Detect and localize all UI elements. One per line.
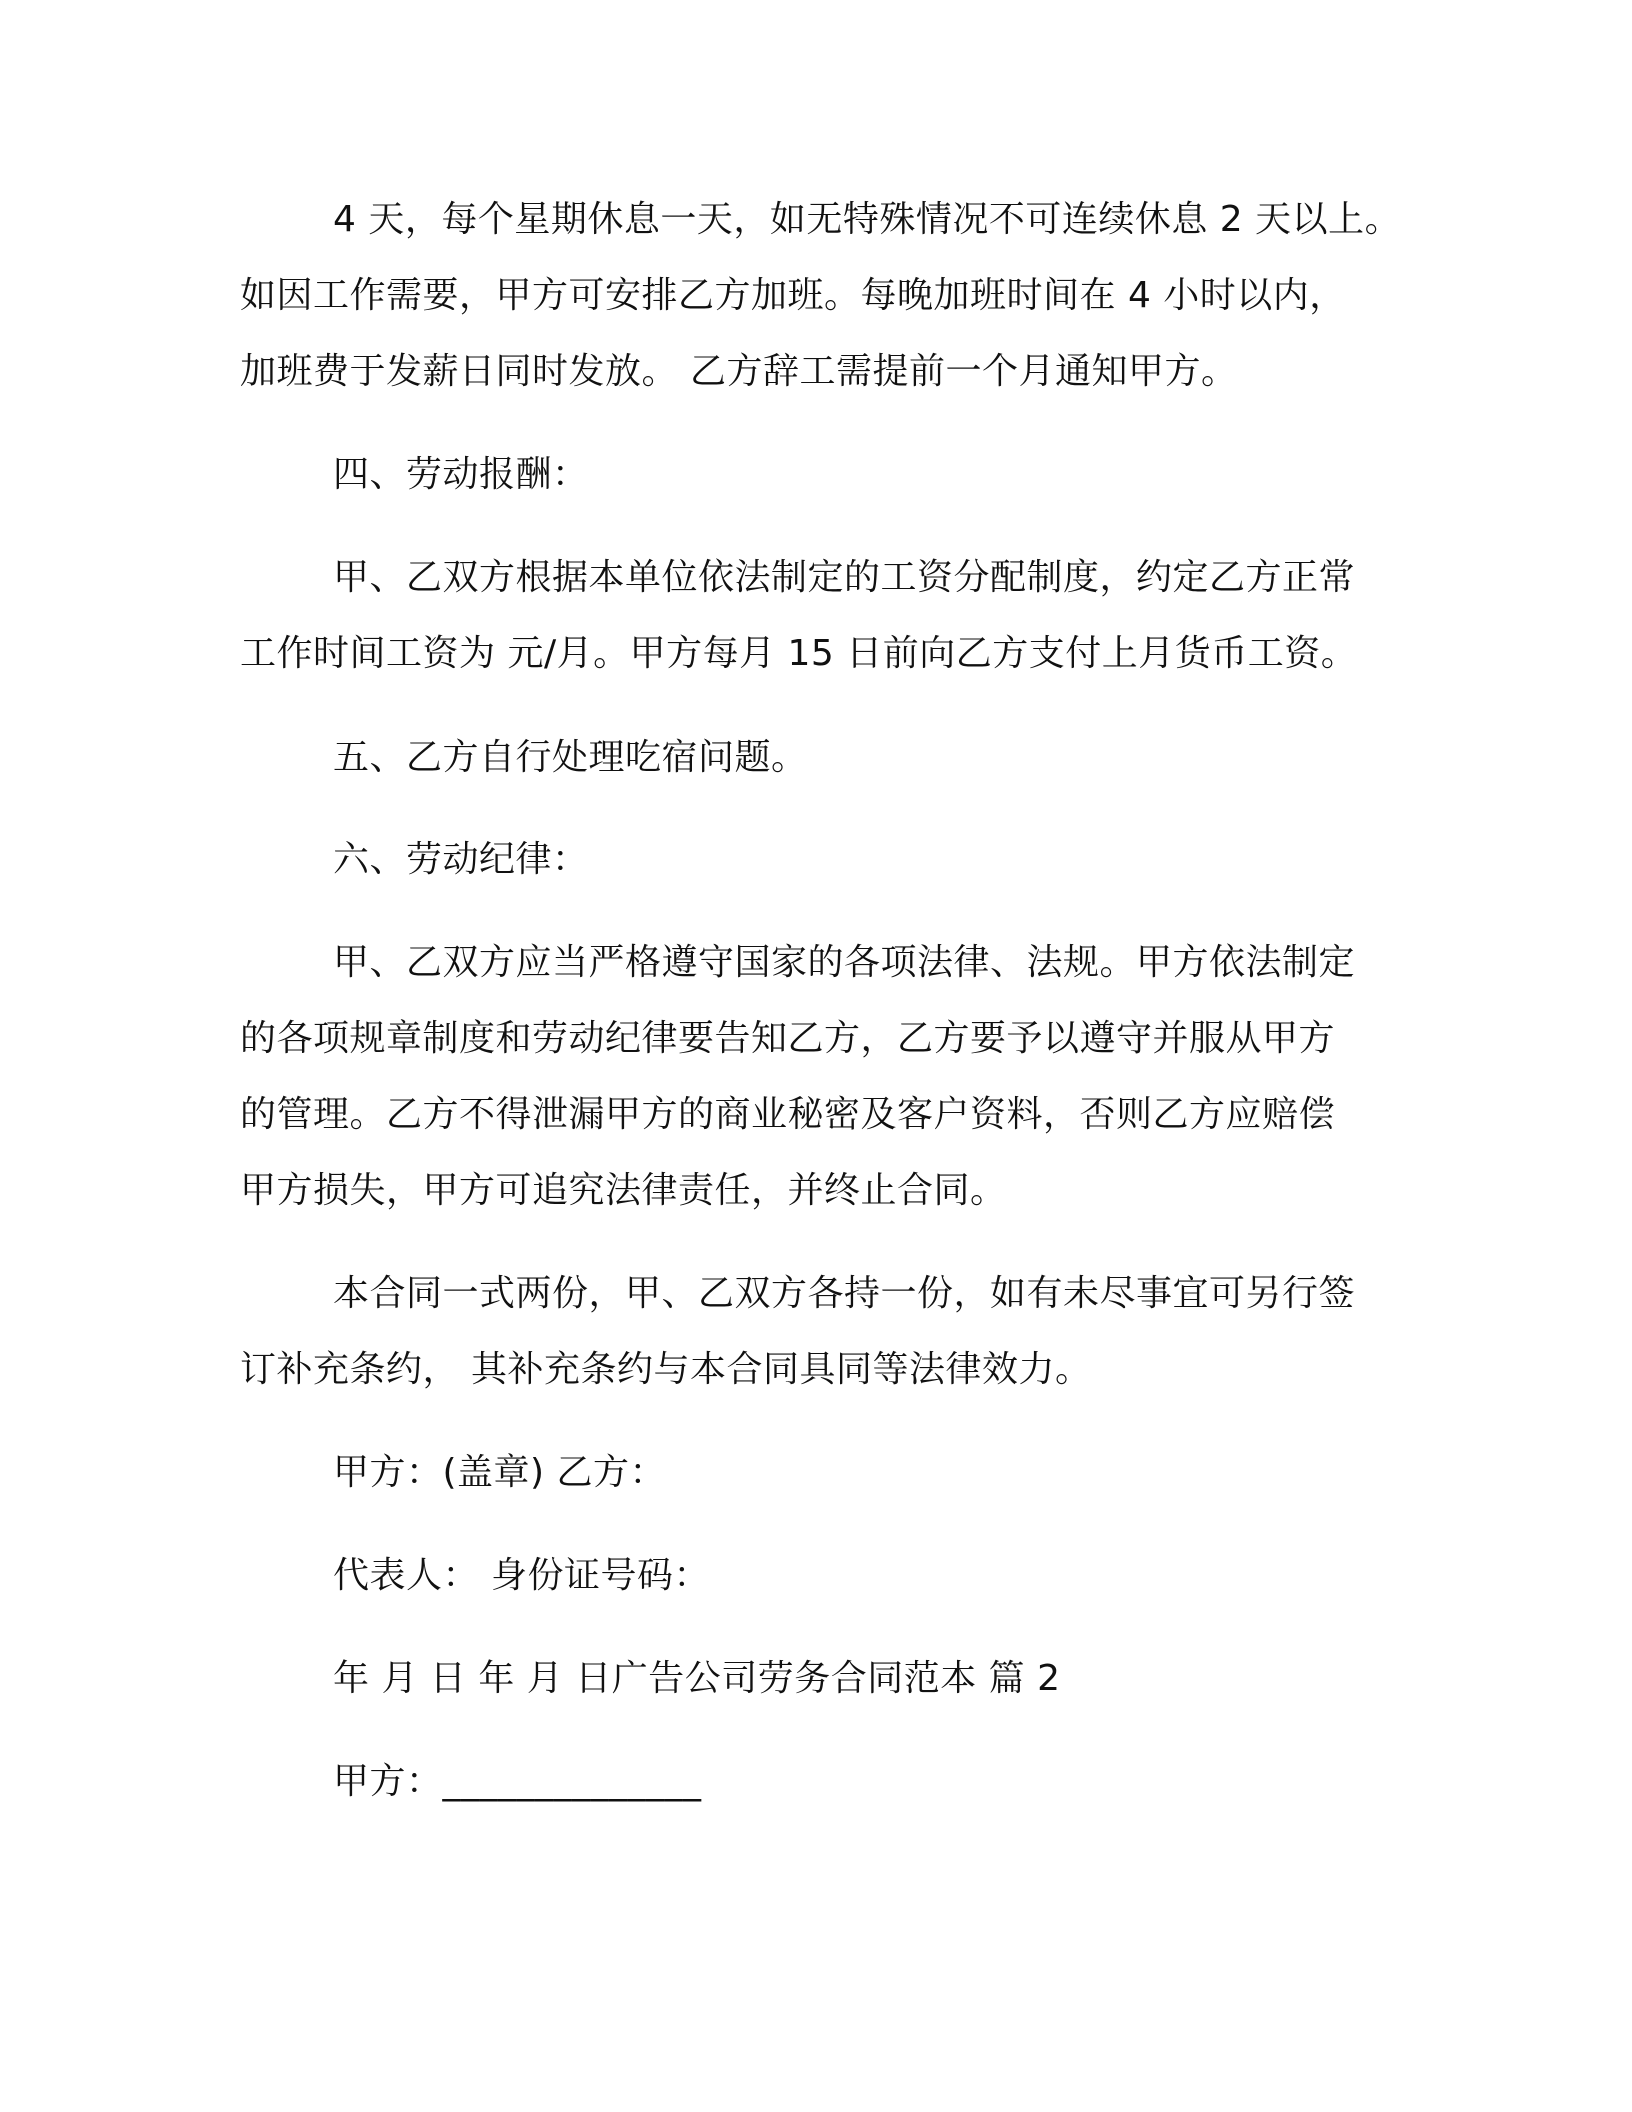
paragraph-line: 甲、乙双方应当严格遵守国家的各项法律、法规。甲方依法制定 bbox=[333, 942, 1356, 983]
paragraph-line: 甲、乙双方根据本单位依法制定的工资分配制度，约定乙方正常 bbox=[333, 557, 1356, 598]
paragraph-line: 加班费于发薪日同时发放。 乙方辞工需提前一个月通知甲方。 bbox=[240, 351, 1238, 392]
party-a-blank: 甲方：______________ bbox=[333, 1761, 702, 1802]
signature-parties: 甲方：(盖章) 乙方： bbox=[333, 1452, 667, 1493]
section-heading: 五、乙方自行处理吃宿问题。 bbox=[333, 737, 808, 778]
paragraph-line: 如因工作需要，甲方可安排乙方加班。每晚加班时间在 4 小时以内， bbox=[240, 275, 1346, 316]
signature-representative: 代表人： 身份证号码： bbox=[333, 1555, 710, 1596]
paragraph-line: 甲方损失，甲方可追究法律责任，并终止合同。 bbox=[240, 1170, 1007, 1211]
date-and-next-title: 年 月 日 年 月 日广告公司劳务合同范本 篇 2 bbox=[333, 1658, 1061, 1699]
paragraph-line: 4 天，每个星期休息一天，如无特殊情况不可连续休息 2 天以上。 bbox=[333, 199, 1402, 240]
paragraph-line: 的管理。乙方不得泄漏甲方的商业秘密及客户资料，否则乙方应赔偿 bbox=[240, 1094, 1336, 1135]
paragraph-line: 订补充条约， 其补充条约与本合同具同等法律效力。 bbox=[240, 1349, 1092, 1390]
paragraph-line: 的各项规章制度和劳动纪律要告知乙方，乙方要予以遵守并服从甲方 bbox=[240, 1018, 1336, 1059]
section-heading: 六、劳动纪律： bbox=[333, 839, 589, 880]
paragraph-line: 本合同一式两份，甲、乙双方各持一份，如有未尽事宜可另行签 bbox=[333, 1273, 1356, 1314]
paragraph-line: 工作时间工资为 元/月。甲方每月 15 日前向乙方支付上月货币工资。 bbox=[240, 633, 1358, 674]
section-heading: 四、劳动报酬： bbox=[333, 454, 589, 495]
